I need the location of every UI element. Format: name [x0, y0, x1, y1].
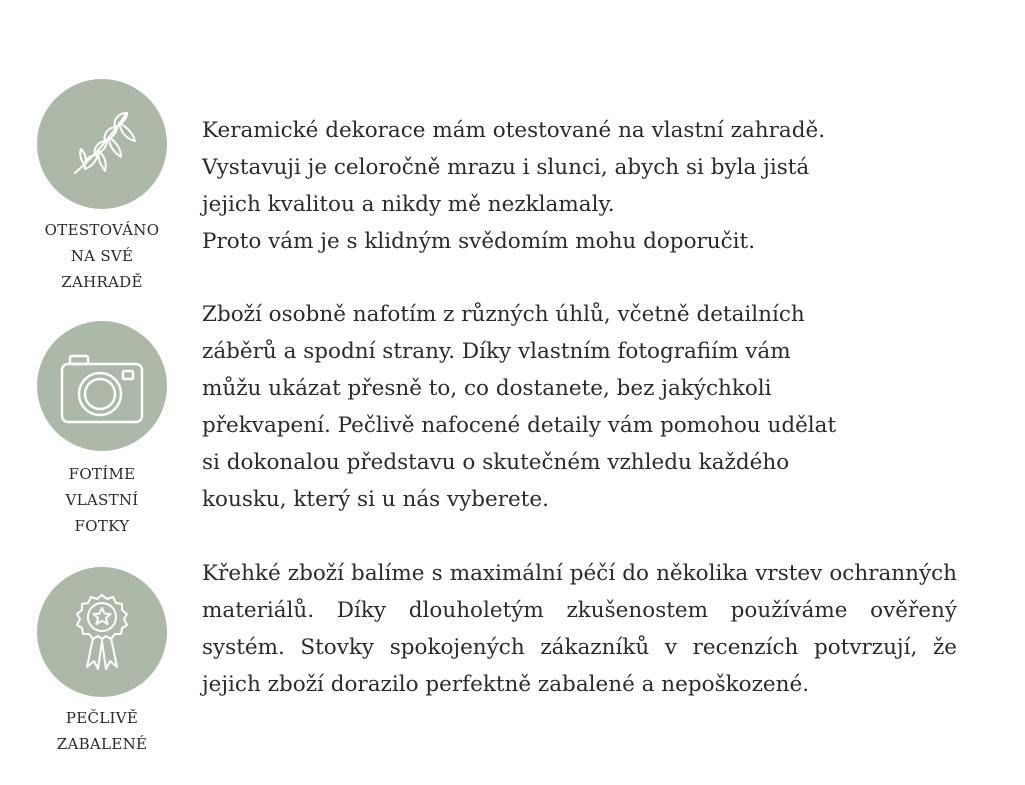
description-line: záběrů a spodní strany. Díky vlastním fotografiím vám — [202, 339, 791, 364]
feature-icon-column — [37, 79, 167, 295]
feature-caption — [27, 217, 177, 295]
icon-circle — [37, 567, 167, 697]
caption-line: ZABALENÉ — [56, 735, 148, 753]
description-line: Zboží osobně nafotím z různých úhlů, včetně detailních — [202, 302, 805, 327]
caption-line: ZAHRADĚ — [61, 273, 143, 291]
award-ribbon-icon — [57, 587, 147, 677]
description-line: můžu ukázat přesně to, co dostanete, bez jakýchkoli — [202, 376, 772, 401]
feature-icon-column — [37, 567, 167, 757]
caption-line: FOTKY — [74, 517, 130, 535]
icon-circle — [37, 321, 167, 451]
feature-description — [202, 555, 957, 703]
caption-line: PEČLIVĚ — [65, 709, 139, 727]
description-line: Proto vám je s klidným svědomím mohu doporučit. — [202, 229, 756, 254]
caption-line: OTESTOVÁNO — [44, 221, 160, 239]
feature-description — [202, 112, 957, 260]
description-line: si dokonalou představu o skutečném vzhledu každého — [202, 450, 790, 475]
description-line: Keramické dekorace mám otestované na vlastní zahradě. — [202, 118, 826, 143]
feature-caption — [27, 705, 177, 757]
camera-icon — [54, 338, 150, 434]
feature-caption — [27, 461, 177, 539]
feature-description — [202, 296, 957, 518]
description-line: překvapení. Pečlivě nafocené detaily vám pomohou udělat — [202, 413, 837, 438]
feature-icon-column — [37, 321, 167, 539]
leaf-branch-icon — [57, 99, 147, 189]
icon-circle — [37, 79, 167, 209]
caption-line: VLASTNÍ — [65, 491, 139, 509]
description-line: Vystavuji je celoročně mrazu i slunci, abych si byla jistá — [202, 155, 810, 180]
description-paragraph: Křehké zboží balíme s maximální péčí do několika vrstev ochranných materiálů. Díky dlouholetým zkušenostem používáme ověřený systém. Stovky spokojených zákazníků v recenzích potvrzují, že jejich zboží dorazilo perfektně zabalené a nepoškozené. — [202, 561, 957, 697]
description-line: jejich kvalitou a nikdy mě nezklamaly. — [202, 192, 615, 217]
description-line: kousku, který si u nás vyberete. — [202, 487, 549, 512]
caption-line: NA SVÉ — [70, 247, 134, 265]
caption-line: FOTÍME — [68, 465, 136, 483]
